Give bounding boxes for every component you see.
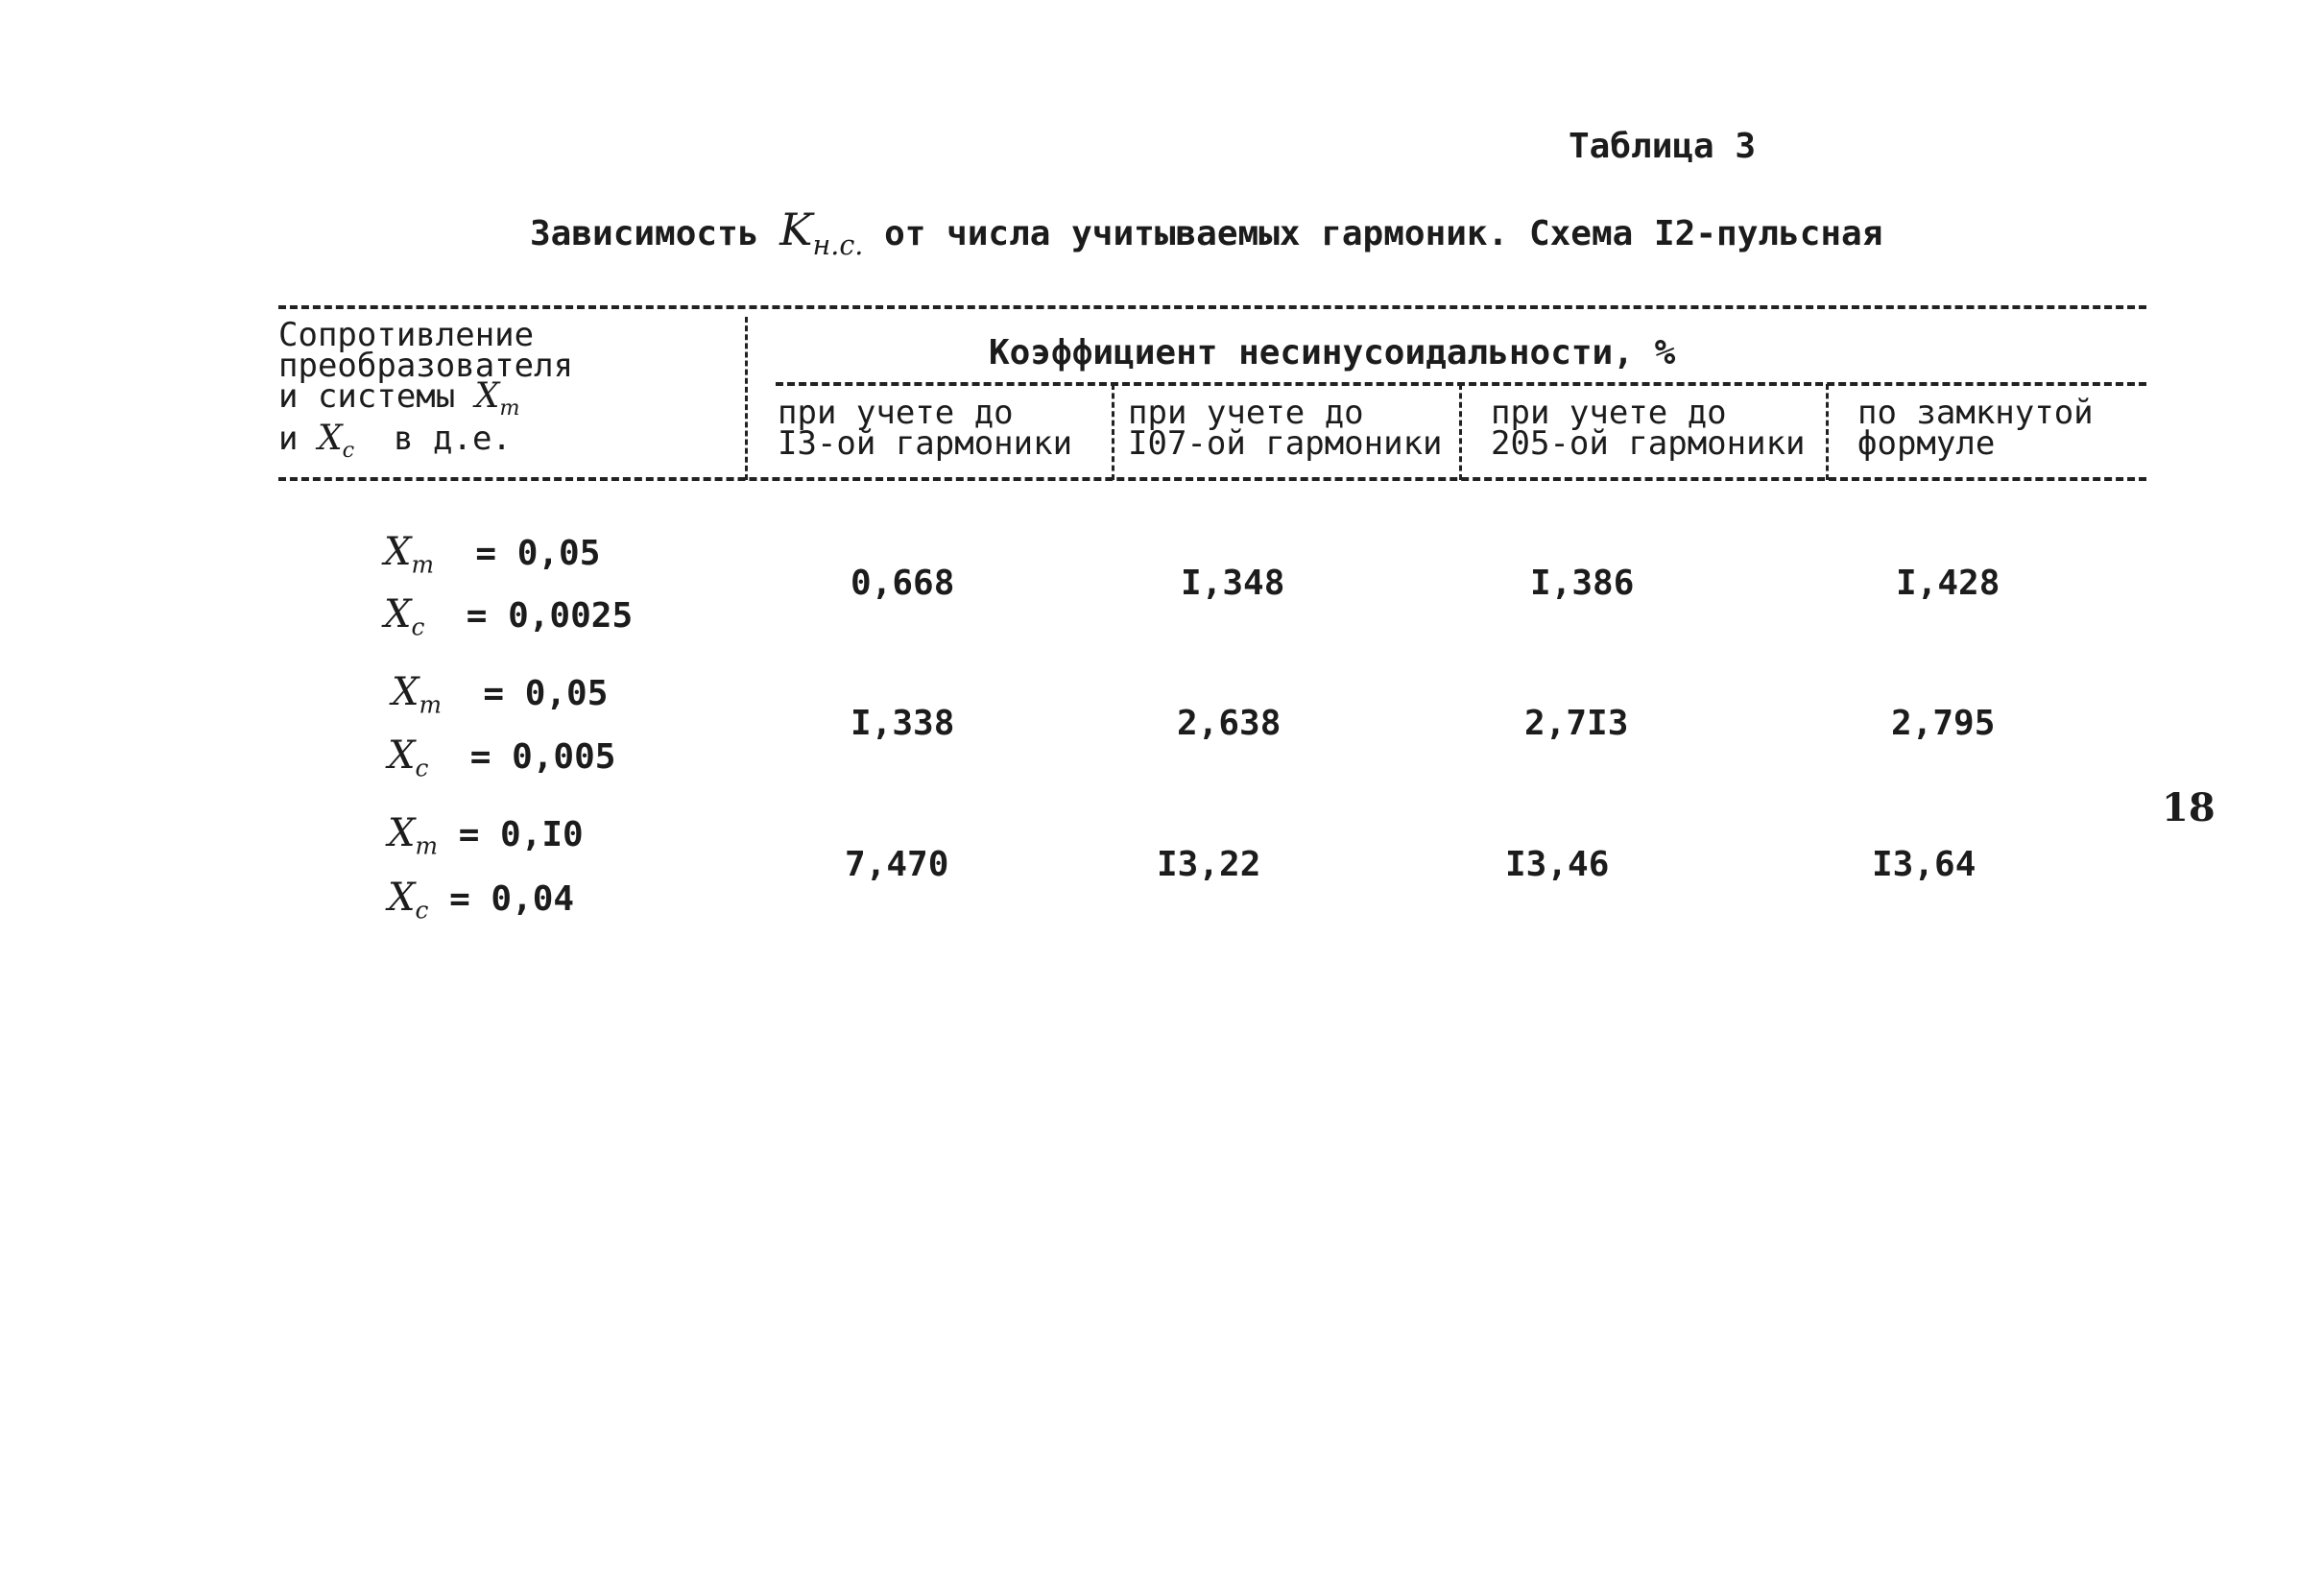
header-subcol-2: при учете до I07-ой гармоники [1128,394,1443,463]
caption-symbol: $K_{н.с.}$ [779,204,864,261]
header-group-title: Коэффициент несинусоидальности, % [989,333,1676,372]
row2-xt: $X_т = 0,05$ [392,670,609,719]
row1-value-3: I,386 [1530,564,1635,603]
row1-xt: $X_т = 0,05$ [384,530,601,579]
row1-value-1: 0,668 [851,564,955,603]
table-top-rule [278,305,2146,309]
row3-value-1: 7,470 [845,845,949,884]
row2-value-4: 2,795 [1891,704,1996,743]
row2-value-1: I,338 [851,704,955,743]
row2-value-3: 2,7I3 [1524,704,1629,743]
header-col0-line4: и $X_с$ в д.е. [278,418,512,463]
margin-page-mark: 18 [2162,785,2216,830]
column-divider-1 [1112,384,1114,480]
column-divider-2 [1459,384,1462,480]
row1-value-4: I,428 [1896,564,2001,603]
row3-value-2: I3,22 [1157,845,1261,884]
row3-xc: $X_с = 0,04$ [388,876,575,925]
header-col0 [278,316,574,466]
row2-value-2: 2,638 [1177,704,1282,743]
header-subcol-3: при учете до 205-ой гармоники [1491,394,1806,463]
column-divider-0 [745,317,748,480]
caption-before: Зависимость [530,214,759,253]
header-subcol-4: по замкнутой формуле [1857,394,2094,463]
header-col0-line2: преобразователя [278,347,574,385]
header-col0-line3: и системы $X_т$ [278,376,520,421]
row3-value-3: I3,46 [1505,845,1610,884]
table-label: Таблица 3 [1569,127,1757,166]
row2-xc: $X_с = 0,005$ [388,733,616,782]
header-subcol-1: при учете до I3-ой гармоники [778,394,1073,463]
header-col0-line1: Сопротивление [278,316,535,354]
header-bottom-rule [278,477,2146,481]
column-divider-3 [1826,384,1829,480]
row3-value-4: I3,64 [1872,845,1977,884]
row3-xt: $X_т = 0,I0$ [388,811,584,860]
caption-after: от числа учитываемых гармоник. Схема I2-пульсная [884,214,1883,253]
table-caption [530,204,1882,261]
row1-value-2: I,348 [1181,564,1285,603]
row1-xc: $X_с = 0,0025$ [384,592,634,641]
